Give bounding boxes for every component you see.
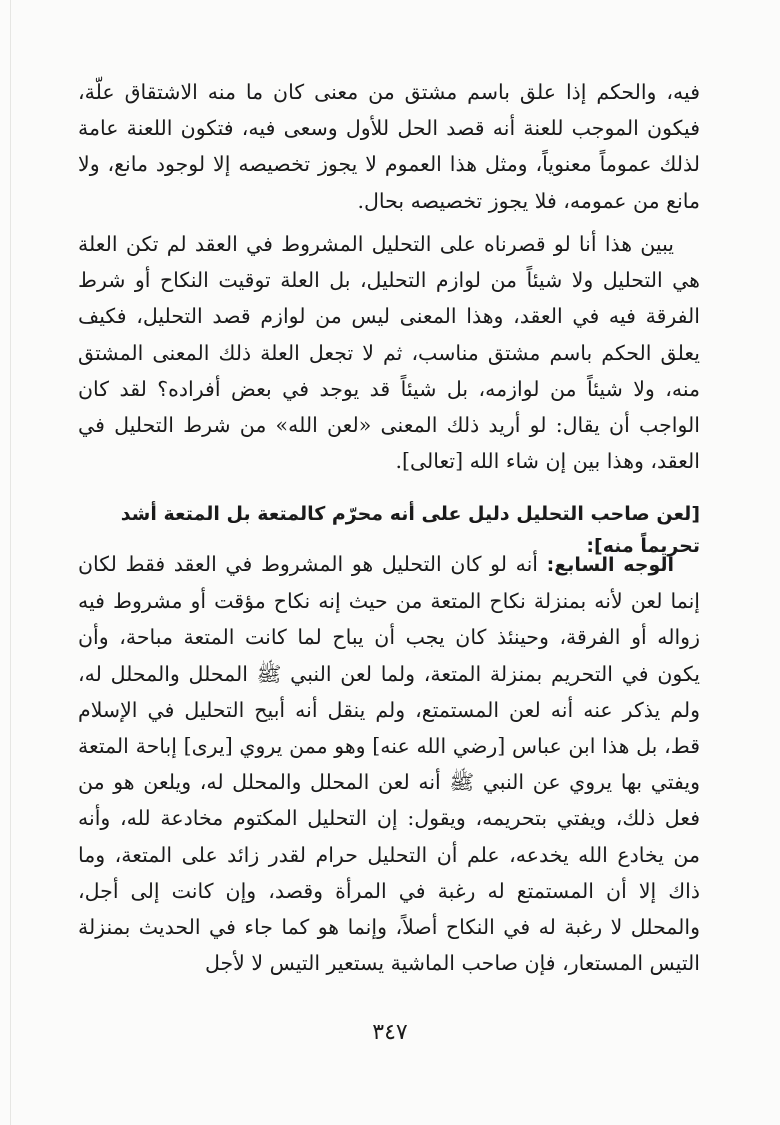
page-edge-line: [10, 0, 11, 1125]
page-number: ٣٤٧: [372, 1020, 408, 1045]
section-heading: [لعن صاحب التحليل دليل على أنه محرّم كالمتعة بل المتعة أشد تحريماً منه]:: [120, 503, 700, 557]
paragraph-seventh-aspect: [78, 546, 700, 981]
paragraph-lead: الوجه السابع:: [546, 554, 675, 576]
paragraph-continuation: فيه، والحكم إذا علق باسم مشتق من معنى كان ما منه الاشتقاق علّة، فيكون الموجب للعنة أنه قصد الحل للأول وسعى فيه، فتكون اللعنة عامة لذلك عموماً معنوياً، ومثل هذا العموم لا يجوز تخصيصه إلا لوجود مانع، ولا مانع من عمومه، فلا يجوز تخصيصه بحال.: [78, 80, 700, 213]
paragraph-body: أنه لو كان التحليل هو المشروط في العقد فقط لكان إنما لعن لأنه بمنزلة نكاح المتعة من حيث إنه نكاح مؤقت أو مشروط فيه زواله أو الفرقة، وحينئذ كان يجب أن يباح لما كانت المتعة مباحة، وأن يكون في التحريم بمنزلة المتعة، ولما لعن النبي ﷺ المحلل والمحلل له، ولم يذكر عنه أنه لعن المستمتع، ولم ينقل أنه أبيح التحليل في الإسلام قط، بل هذا ابن عباس [رضي الله عنه] وهو ممن يروي [يرى] إباحة المتعة ويفتي بها يروي عن النبي ﷺ أنه لعن المحلل والمحلل له، ويلعن هو من فعل ذلك، ويفتي بتحريمه، ويقول: إن التحليل المكتوم مخادعة لله، وأنه من يخادع الله يخدعه، علم أن التحليل حرام لقدر زائد على المتعة، وما ذاك إلا أن المستمتع له رغبة في المرأة وقصد، وإن كانت إلى أجل، والمحلل لا رغبة له في النكاح أصلاً، وإنما هو كما جاء في الحديث بمنزلة التيس المستعار، فإن صاحب الماشية يستعير التيس لا لأجل: [78, 552, 700, 976]
paragraph-explanation: يبين هذا أنا لو قصرناه على التحليل المشروط في العقد لم تكن العلة هي التحليل ولا شيئاً من لوازم التحليل، بل العلة توقيت النكاح أو شرط الفرقة فيه في العقد، وهذا المعنى ليس من لوازم قصد التحليل، فكيف يعلق الحكم باسم مشتق مناسب، ثم لا تجعل العلة ذلك المعنى المشتق منه، ولا شيئاً من لوازمه، بل شيئاً قد يوجد في بعض أفراده؟ لقد كان الواجب أن يقال: لو أريد ذلك المعنى «لعن الله» من شرط التحليل في العقد، وهذا بين إن شاء الله [تعالى].: [78, 232, 700, 474]
